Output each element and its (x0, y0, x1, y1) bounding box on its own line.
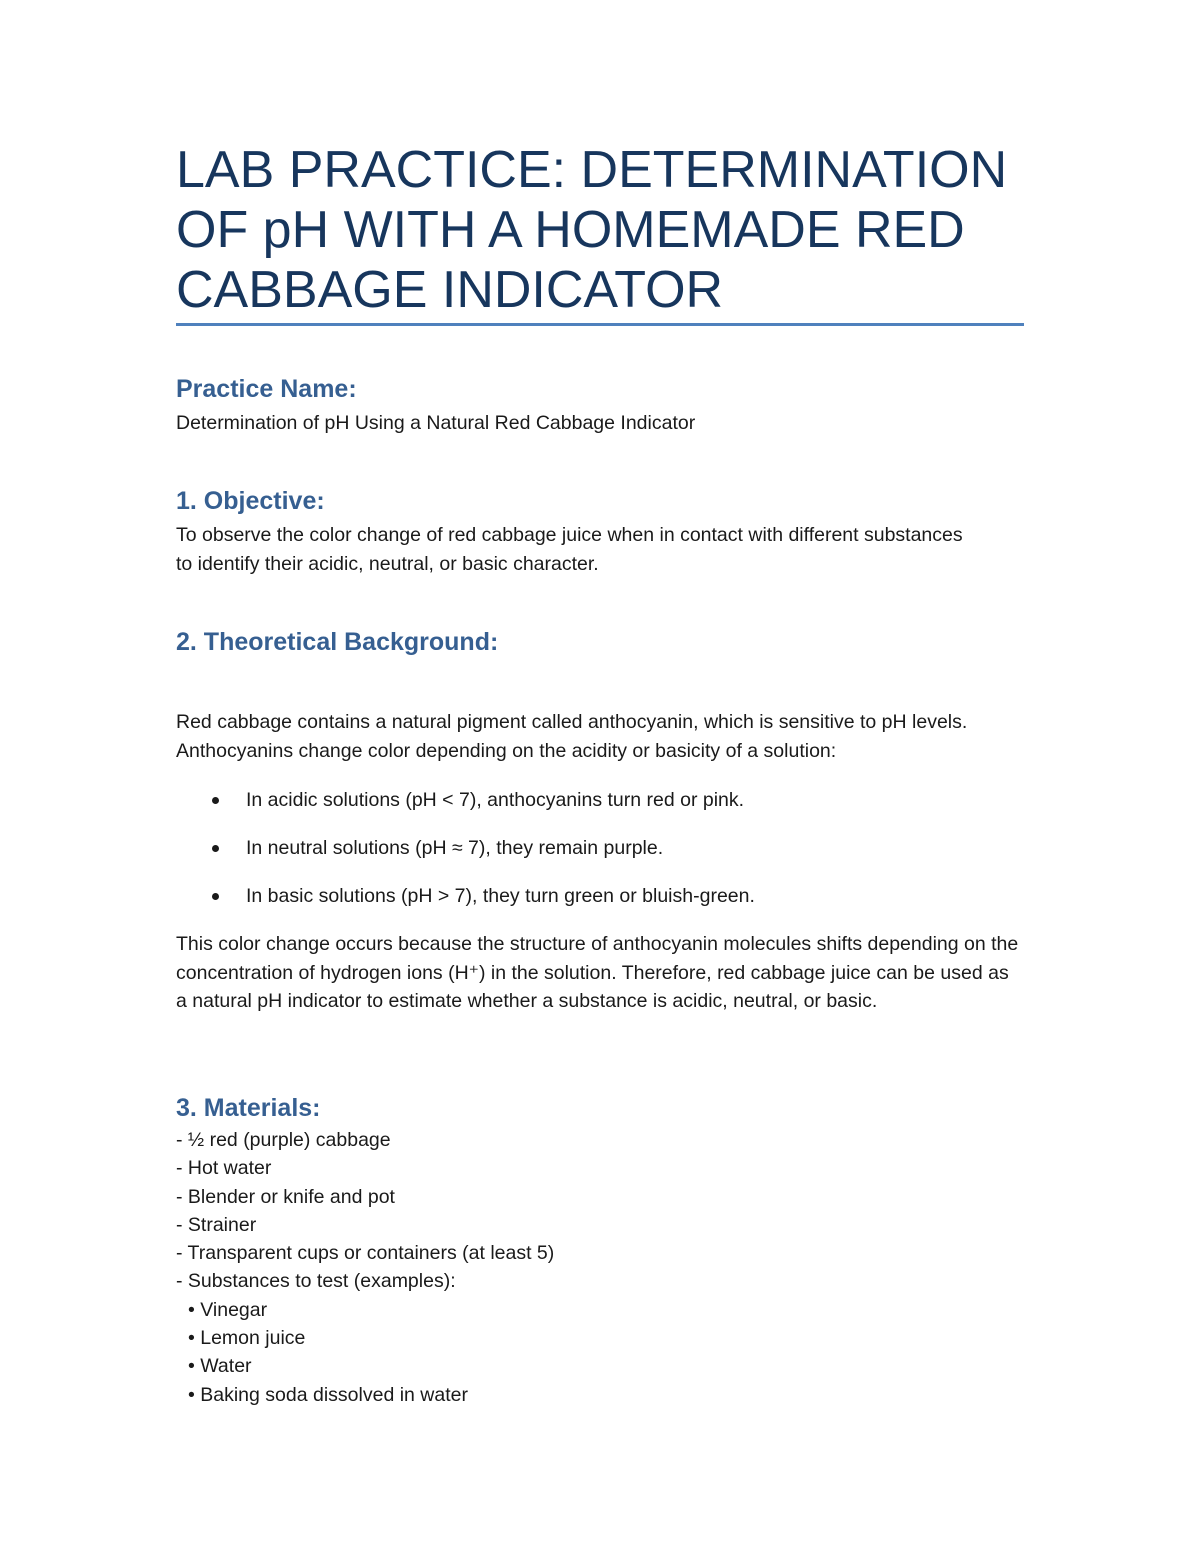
objective-heading: 1. Objective: (176, 487, 325, 515)
list-item: • Water (188, 1355, 252, 1378)
bullet-icon (212, 797, 219, 804)
list-item-text: In basic solutions (pH > 7), they turn green or bluish-green. (246, 885, 755, 907)
list-item: - Substances to test (examples): (176, 1270, 456, 1293)
document-title: LAB PRACTICE: DETERMINATION OF pH WITH A HOMEMADE RED CABBAGE INDICATOR (176, 141, 1008, 319)
list-item: • Lemon juice (188, 1327, 306, 1350)
title-underline (176, 323, 1024, 326)
objective-text: To observe the color change of red cabbage juice when in contact with different substances to identify their acidic, neutral, or basic character. (176, 524, 963, 575)
list-item-text: In neutral solutions (pH ≈ 7), they remain purple. (246, 837, 664, 859)
background-conclusion: This color change occurs because the structure of anthocyanin molecules shifts depending on the concentration of hydrogen ions (H⁺) in the solution. Therefore, red cabbage juice can be used as a natural pH indicator to estimate whether a substance is acidic, neutral, or basic. (176, 933, 1019, 1012)
materials-heading: 3. Materials: (176, 1094, 321, 1122)
document-page (176, 0, 1024, 1553)
list-item: - Hot water (176, 1157, 272, 1180)
bullet-icon (212, 893, 219, 900)
list-item (176, 834, 1024, 882)
practice-name-heading: Practice Name: (176, 375, 357, 403)
list-item: • Baking soda dissolved in water (188, 1383, 468, 1406)
bullet-icon (212, 845, 219, 852)
list-item: - ½ red (purple) cabbage (176, 1129, 391, 1151)
list-item (176, 786, 1024, 834)
background-heading: 2. Theoretical Background: (176, 628, 499, 656)
practice-name-text: Determination of pH Using a Natural Red Cabbage Indicator (176, 412, 696, 434)
list-item: - Strainer (176, 1213, 257, 1236)
ph-color-list (176, 786, 1024, 930)
list-item: - Blender or knife and pot (176, 1185, 395, 1208)
list-item: - Transparent cups or containers (at least 5) (176, 1242, 555, 1265)
background-intro: Red cabbage contains a natural pigment called anthocyanin, which is sensitive to pH levels. Anthocyanins change color depending on the acidity or basicity of a solution: (176, 711, 968, 762)
list-item: • Vinegar (188, 1298, 268, 1321)
materials-list (176, 1126, 1024, 1409)
list-item-text: In acidic solutions (pH < 7), anthocyanins turn red or pink. (246, 789, 745, 811)
list-item (176, 882, 1024, 930)
